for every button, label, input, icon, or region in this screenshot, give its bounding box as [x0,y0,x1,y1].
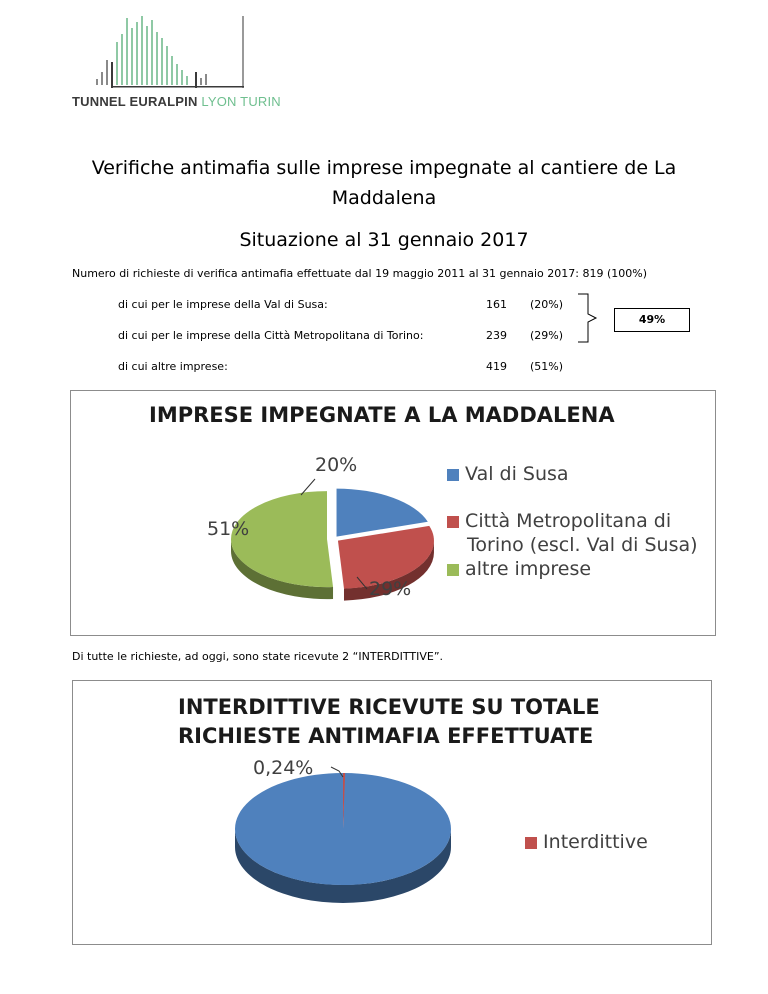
legend-item [447,557,698,581]
brace-icon [576,292,600,344]
legend-label: Torino (escl. Val di Susa) [467,534,698,556]
breakdown-pct: (51%) [530,360,564,373]
pie-data-label: 0,24% [253,757,314,779]
legend-label: Città Metropolitana di [465,510,672,532]
logo-left-text: TUNNEL EURALPIN [72,94,198,109]
legend-label: altre imprese [465,558,592,580]
pie-data-label: 20% [315,454,358,476]
page-title-line1: Verifiche antimafia sulle imprese impegnate al cantiere de La [91,157,677,179]
chart2-title-line2: RICHIESTE ANTIMAFIA EFFETTUATE [178,724,594,748]
pie-slice [235,773,451,903]
logo-right-text: LYON TURIN [201,94,281,109]
pie-slice [231,491,333,599]
chart-imprese [70,390,716,636]
legend-swatch [447,469,459,481]
breakdown-count: 419 [486,360,507,373]
legend-item [447,463,698,509]
breakdown-count: 161 [486,298,507,311]
breakdown-pct: (20%) [530,298,564,311]
breakdown-label: di cui per le imprese della Val di Susa: [118,298,328,311]
pie-data-label: 29% [369,578,412,600]
logo [72,14,281,114]
note-text: Di tutte le richieste, ad oggi, sono state ricevute 2 “INTERDITTIVE”. [72,650,444,663]
legend-swatch [447,564,459,576]
summary-text: Numero di richieste di verifica antimafia effettuate dal 19 maggio 2011 al 31 gennaio 2017: 819 (100%) [72,267,647,280]
page-title-line2: Maddalena [331,187,437,209]
chart1-legend [447,463,698,581]
legend-label: Val di Susa [465,463,569,485]
breakdown-pct: (29%) [530,329,564,342]
legend-item [447,509,698,557]
chart2-legend [525,831,648,853]
logo-text [72,94,281,109]
chart2-title-line1: INTERDITTIVE RICEVUTE SU TOTALE [178,695,600,719]
chart-interdittive [72,680,712,945]
legend-swatch [525,837,537,849]
breakdown-label: di cui per le imprese della Città Metropolitana di Torino: [118,329,424,342]
logo-bars-icon [72,14,252,94]
chart1-title: IMPRESE IMPEGNATE A LA MADDALENA [149,403,615,427]
pie-data-label: 51% [207,518,250,540]
breakdown-count: 239 [486,329,507,342]
chart2-pie [73,681,711,944]
legend-swatch [447,516,459,528]
page-subtitle: Situazione al 31 gennaio 2017 [239,229,529,251]
legend-label: Interdittive [543,831,648,853]
bracket-total-box: 49% [614,308,690,332]
breakdown-label: di cui altre imprese: [118,360,228,373]
